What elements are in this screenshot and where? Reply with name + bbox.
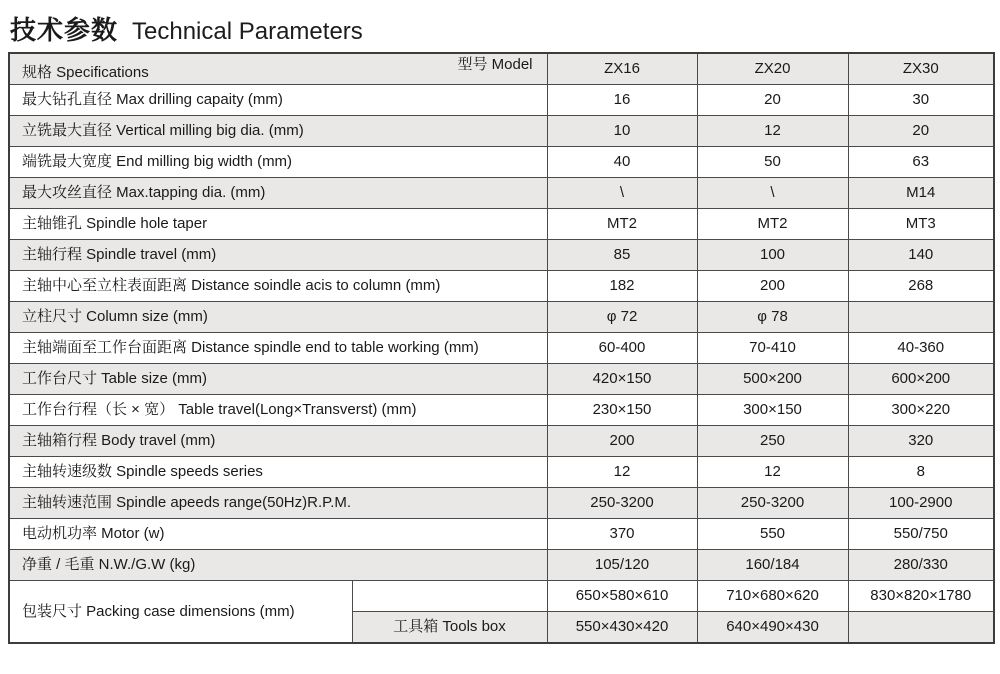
table-row bbox=[9, 302, 994, 333]
value-cell: 30 bbox=[848, 85, 994, 116]
toolsbox-sublabel-cell: 工具箱 Tools box bbox=[352, 612, 547, 644]
model-header-label: 型号 Model bbox=[457, 56, 533, 73]
value-cell: 10 bbox=[547, 116, 697, 147]
spec-label-cell: 端铣最大宽度 End milling big width (mm) bbox=[9, 147, 547, 178]
value-cell: 250-3200 bbox=[547, 488, 697, 519]
packing-sublabel-cell bbox=[352, 581, 547, 612]
spec-label-cell: 主轴中心至立柱表面距离 Distance soindle acis to column (mm) bbox=[9, 271, 547, 302]
value-cell: 250-3200 bbox=[697, 488, 848, 519]
value-cell: 550/750 bbox=[848, 519, 994, 550]
table-row bbox=[9, 240, 994, 271]
spec-label-cell: 电动机功率 Motor (w) bbox=[9, 519, 547, 550]
model-column-header: ZX20 bbox=[697, 53, 848, 85]
value-cell bbox=[848, 612, 994, 644]
value-cell: 550×430×420 bbox=[547, 612, 697, 644]
spec-label-cell: 工作台尺寸 Table size (mm) bbox=[9, 364, 547, 395]
value-cell: 40-360 bbox=[848, 333, 994, 364]
value-cell: 550 bbox=[697, 519, 848, 550]
value-cell: MT2 bbox=[697, 209, 848, 240]
header-corner-cell bbox=[9, 53, 547, 85]
table-row bbox=[9, 364, 994, 395]
value-cell: 60-400 bbox=[547, 333, 697, 364]
page-title-en: Technical Parameters bbox=[132, 18, 363, 45]
table-row bbox=[9, 209, 994, 240]
table-row bbox=[9, 85, 994, 116]
value-cell: 268 bbox=[848, 271, 994, 302]
table-row bbox=[9, 550, 994, 581]
table-row-packing bbox=[9, 581, 994, 612]
spec-label-cell: 最大攻丝直径 Max.tapping dia. (mm) bbox=[9, 178, 547, 209]
packing-label-cell: 包装尺寸 Packing case dimensions (mm) bbox=[9, 581, 352, 644]
value-cell: 20 bbox=[848, 116, 994, 147]
value-cell: MT2 bbox=[547, 209, 697, 240]
spec-label-cell: 工作台行程（长 × 宽） Table travel(Long×Transverst) (mm) bbox=[9, 395, 547, 426]
value-cell: 650×580×610 bbox=[547, 581, 697, 612]
table-row bbox=[9, 333, 994, 364]
value-cell: φ 78 bbox=[697, 302, 848, 333]
value-cell: 70-410 bbox=[697, 333, 848, 364]
value-cell: 250 bbox=[697, 426, 848, 457]
value-cell: 20 bbox=[697, 85, 848, 116]
value-cell: 182 bbox=[547, 271, 697, 302]
value-cell: 16 bbox=[547, 85, 697, 116]
value-cell: MT3 bbox=[848, 209, 994, 240]
value-cell: \ bbox=[697, 178, 848, 209]
value-cell: 830×820×1780 bbox=[848, 581, 994, 612]
value-cell: 140 bbox=[848, 240, 994, 271]
value-cell: 100 bbox=[697, 240, 848, 271]
spec-label-cell: 主轴行程 Spindle travel (mm) bbox=[9, 240, 547, 271]
model-column-header: ZX16 bbox=[547, 53, 697, 85]
value-cell: 200 bbox=[697, 271, 848, 302]
value-cell: \ bbox=[547, 178, 697, 209]
value-cell: 50 bbox=[697, 147, 848, 178]
value-cell: 300×150 bbox=[697, 395, 848, 426]
table-row bbox=[9, 178, 994, 209]
value-cell: 280/330 bbox=[848, 550, 994, 581]
table-row bbox=[9, 457, 994, 488]
spec-label-cell: 主轴转速级数 Spindle speeds series bbox=[9, 457, 547, 488]
value-cell: φ 72 bbox=[547, 302, 697, 333]
value-cell: M14 bbox=[848, 178, 994, 209]
value-cell: 320 bbox=[848, 426, 994, 457]
value-cell: 105/120 bbox=[547, 550, 697, 581]
spec-label-cell: 最大钻孔直径 Max drilling capaity (mm) bbox=[9, 85, 547, 116]
spec-header-label: 规格 Specifications bbox=[22, 63, 149, 81]
value-cell: 63 bbox=[848, 147, 994, 178]
spec-label-cell: 主轴端面至工作台面距离 Distance spindle end to table working (mm) bbox=[9, 333, 547, 364]
value-cell: 160/184 bbox=[697, 550, 848, 581]
value-cell: 12 bbox=[697, 116, 848, 147]
table-row bbox=[9, 116, 994, 147]
table-row bbox=[9, 147, 994, 178]
value-cell: 100-2900 bbox=[848, 488, 994, 519]
table-row bbox=[9, 271, 994, 302]
table-row bbox=[9, 426, 994, 457]
spec-label-cell: 主轴锥孔 Spindle hole taper bbox=[9, 209, 547, 240]
value-cell: 200 bbox=[547, 426, 697, 457]
model-column-header: ZX30 bbox=[848, 53, 994, 85]
value-cell: 420×150 bbox=[547, 364, 697, 395]
value-cell: 370 bbox=[547, 519, 697, 550]
value-cell: 600×200 bbox=[848, 364, 994, 395]
value-cell bbox=[848, 302, 994, 333]
value-cell: 12 bbox=[547, 457, 697, 488]
value-cell: 12 bbox=[697, 457, 848, 488]
table-row bbox=[9, 395, 994, 426]
page-title-zh: 技术参数 bbox=[10, 15, 119, 45]
value-cell: 500×200 bbox=[697, 364, 848, 395]
value-cell: 8 bbox=[848, 457, 994, 488]
value-cell: 710×680×620 bbox=[697, 581, 848, 612]
spec-label-cell: 主轴转速范围 Spindle apeeds range(50Hz)R.P.M. bbox=[9, 488, 547, 519]
spec-label-cell: 立柱尺寸 Column size (mm) bbox=[9, 302, 547, 333]
value-cell: 300×220 bbox=[848, 395, 994, 426]
value-cell: 230×150 bbox=[547, 395, 697, 426]
value-cell: 40 bbox=[547, 147, 697, 178]
value-cell: 640×490×430 bbox=[697, 612, 848, 644]
value-cell: 85 bbox=[547, 240, 697, 271]
page-title bbox=[10, 10, 993, 45]
spec-label-cell: 净重 / 毛重 N.W./G.W (kg) bbox=[9, 550, 547, 581]
table-header-row bbox=[9, 53, 994, 85]
technical-parameters-table bbox=[8, 52, 995, 644]
spec-label-cell: 立铣最大直径 Vertical milling big dia. (mm) bbox=[9, 116, 547, 147]
spec-label-cell: 主轴箱行程 Body travel (mm) bbox=[9, 426, 547, 457]
table-row bbox=[9, 488, 994, 519]
table-row bbox=[9, 519, 994, 550]
